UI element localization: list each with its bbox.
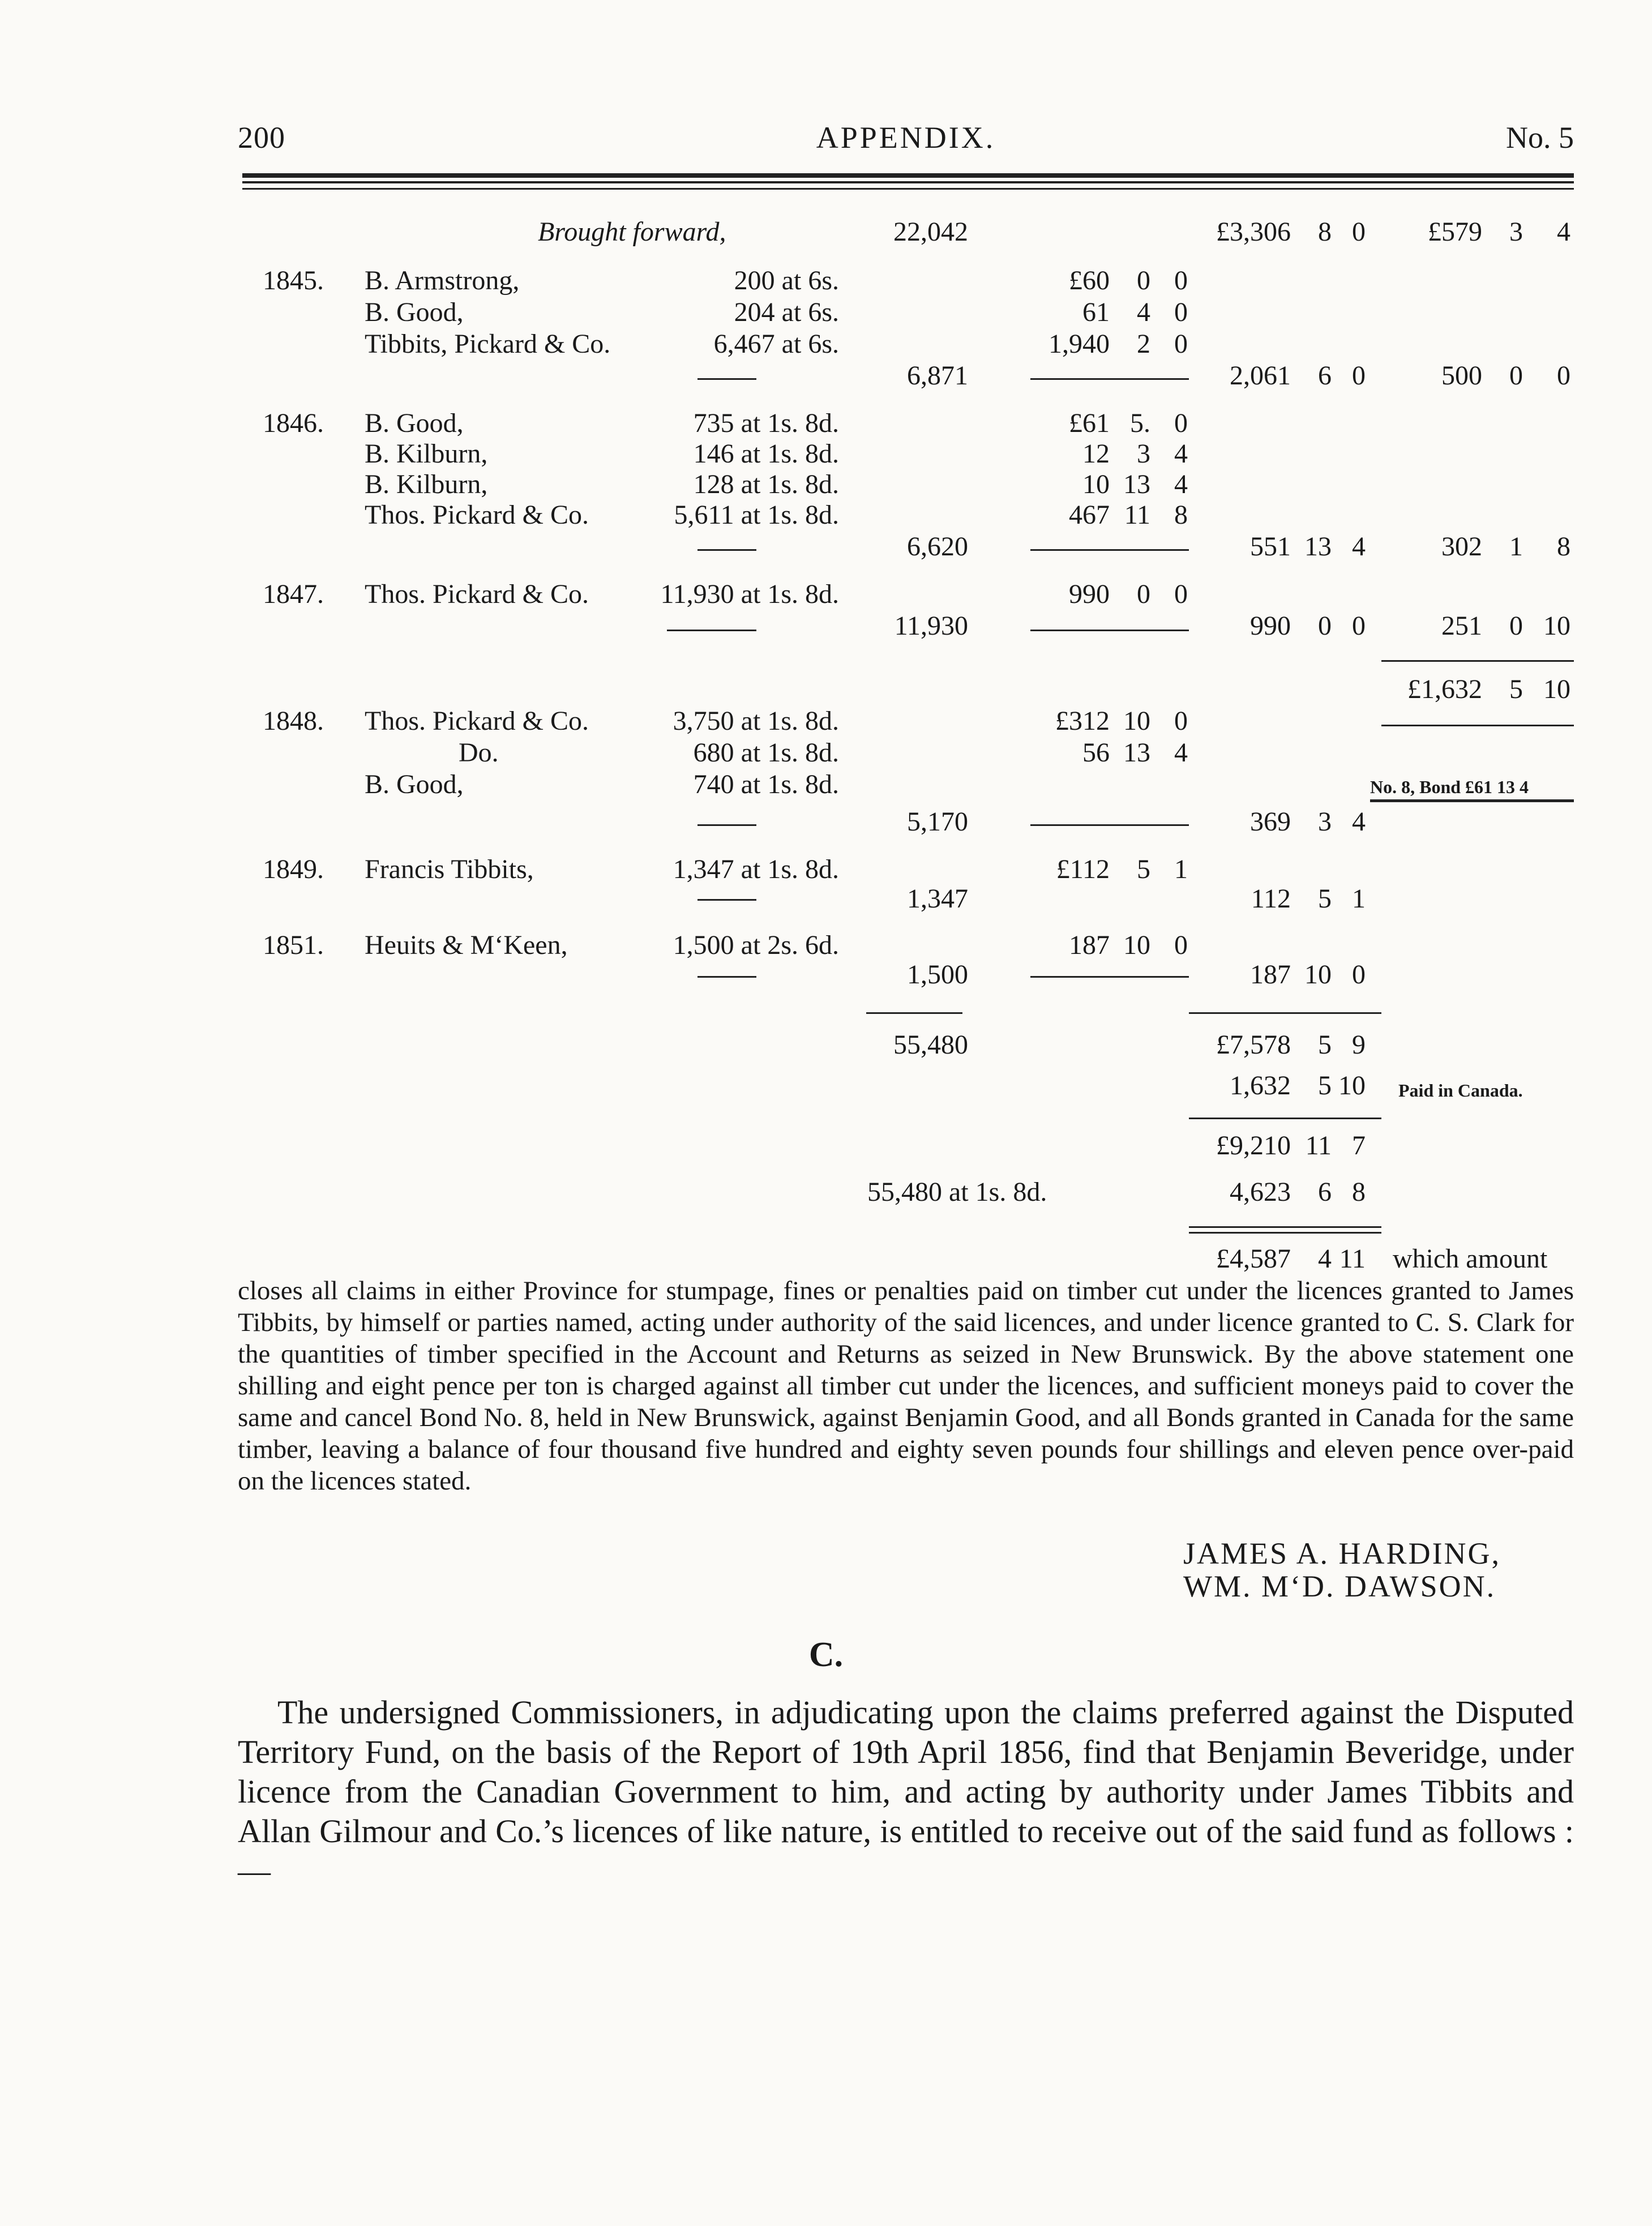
licensee-name: Thos. Pickard & Co.	[365, 500, 589, 530]
cell: 0	[1352, 361, 1366, 391]
total-rule	[1381, 725, 1574, 726]
header-rule	[242, 173, 1574, 178]
cell: 1,940	[1048, 329, 1110, 359]
cell: 8	[1174, 500, 1188, 530]
licensee-name: B. Kilburn,	[365, 439, 488, 469]
quantity: 146 at 1s. 8d.	[693, 439, 839, 469]
closing-paragraph: closes all claims in either Province for stumpage, fines or penalties paid on timber cut under the licences granted to James Tibbits, by himself or parties named, acting under authority of the said licences, and under licence granted to C. S. Clark for the quantities of timber specified in the Account and Returns as seized in New Brunswick. By the above statement one shilling and eight pence per ton is charged against all timber cut under the licences, and sufficient moneys paid to cover the same and cancel Bond No. 8, held in New Brunswick, against Benjamin Good, and all Bonds granted in Canada for the same timber, leaving a balance of four thousand five hundred and eighty seven pounds four shillings and eleven pence over-paid on the licences stated.	[238, 1276, 1574, 1496]
licensee-name: Tibbits, Pickard & Co.	[365, 329, 611, 359]
page-number: 200	[238, 121, 285, 155]
grand-total-qty: 55,480	[893, 1030, 968, 1060]
bond-note: No. 8, Bond £61 13 4	[1370, 777, 1529, 797]
cell: 10	[1338, 1071, 1366, 1101]
which-amount-text: which amount	[1393, 1244, 1548, 1274]
cell: 10	[1543, 611, 1570, 641]
cell: 8	[1557, 532, 1570, 562]
cell: 467	[1069, 500, 1110, 530]
cell: 187	[1250, 960, 1291, 990]
quantity: 6,467 at 6s.	[713, 329, 839, 359]
cell: 551	[1250, 532, 1291, 562]
cell: 10	[1082, 469, 1110, 499]
cell: 4	[1174, 469, 1188, 499]
cell: 9	[1352, 1030, 1366, 1060]
cell: £112	[1056, 854, 1110, 884]
dash-rule	[1030, 630, 1189, 631]
cell: 0	[1174, 706, 1188, 736]
cell: 0	[1137, 579, 1150, 609]
cell: 4	[1557, 217, 1570, 247]
cell: 0	[1137, 266, 1150, 296]
cell: 369	[1250, 807, 1291, 837]
charge-label: 55,480 at 1s. 8d.	[867, 1177, 1047, 1207]
cell: 0	[1352, 611, 1366, 641]
cell: 3	[1137, 439, 1150, 469]
header-rule	[242, 188, 1574, 190]
quantity: 204 at 6s.	[734, 297, 839, 327]
cell: 0	[1174, 408, 1188, 438]
cell: 5	[1137, 854, 1150, 884]
cell: £579	[1428, 217, 1482, 247]
cell: 6	[1318, 361, 1332, 391]
cell: 0	[1174, 266, 1188, 296]
dash-rule	[697, 824, 756, 826]
paid-in-canada-note: Paid in Canada.	[1398, 1080, 1523, 1101]
cell: 1	[1509, 532, 1523, 562]
total-rule	[1189, 1118, 1381, 1119]
dash-rule	[1030, 976, 1189, 978]
brought-forward-qty: 22,042	[893, 217, 968, 247]
subtotal-qty: 11,930	[894, 611, 968, 641]
cell: 13	[1123, 738, 1150, 768]
cell: 4,623	[1230, 1177, 1291, 1207]
page-title: APPENDIX.	[816, 121, 996, 155]
subtotal-qty: 1,347	[907, 884, 968, 914]
dash-rule	[1030, 824, 1189, 826]
cell: 10	[1123, 706, 1150, 736]
cell: 0	[1352, 960, 1366, 990]
cell: £1,632	[1407, 674, 1482, 704]
cell: 10	[1304, 960, 1332, 990]
cell: 8	[1318, 217, 1332, 247]
total-rule	[1189, 1226, 1381, 1228]
year-label: 1851.	[263, 930, 324, 960]
quantity: 735 at 1s. 8d.	[693, 408, 839, 438]
quantity: 680 at 1s. 8d.	[693, 738, 839, 768]
brought-forward-label: Brought forward,	[538, 217, 726, 247]
cell: 0	[1509, 361, 1523, 391]
cell: 5	[1318, 1071, 1332, 1101]
quantity: 1,347 at 1s. 8d.	[673, 854, 839, 884]
cell: 0	[1509, 611, 1523, 641]
quantity: 3,750 at 1s. 8d.	[673, 706, 839, 736]
cell: 990	[1250, 611, 1291, 641]
note-rule	[1370, 799, 1574, 802]
subtotal-qty: 6,620	[907, 532, 968, 562]
cell: £3,306	[1216, 217, 1291, 247]
cell: 10	[1543, 674, 1570, 704]
total-rule	[1189, 1232, 1381, 1234]
dash-rule	[667, 630, 756, 631]
licensee-name: Do.	[459, 738, 499, 768]
licensee-name: B. Kilburn,	[365, 469, 488, 499]
year-label: 1849.	[263, 854, 324, 884]
quantity: 5,611 at 1s. 8d.	[674, 500, 839, 530]
cell: 0	[1174, 297, 1188, 327]
cell: 0	[1557, 361, 1570, 391]
licensee-name: B. Good,	[365, 408, 464, 438]
cell: £312	[1055, 706, 1110, 736]
quantity: 1,500 at 2s. 6d.	[673, 930, 839, 960]
total-rule	[1189, 1012, 1381, 1014]
cell: 2,061	[1230, 361, 1291, 391]
quantity: 200 at 6s.	[734, 266, 839, 296]
licensee-name: Thos. Pickard & Co.	[365, 706, 589, 736]
signature-name: JAMES A. HARDING,	[1183, 1536, 1501, 1570]
cell: 56	[1082, 738, 1110, 768]
dash-rule	[697, 549, 756, 551]
licensee-name: Thos. Pickard & Co.	[365, 579, 589, 609]
cell: 13	[1123, 469, 1150, 499]
year-label: 1845.	[263, 266, 324, 296]
cell: 6	[1318, 1177, 1332, 1207]
cell: 4	[1174, 439, 1188, 469]
header-rule	[242, 181, 1574, 183]
year-label: 1847.	[263, 579, 324, 609]
cell: 302	[1441, 532, 1482, 562]
cell: £61	[1069, 408, 1110, 438]
cell: 0	[1174, 329, 1188, 359]
cell: 2	[1137, 329, 1150, 359]
licensee-name: B. Good,	[365, 297, 464, 327]
cell: 10	[1123, 930, 1150, 960]
cell: 1	[1174, 854, 1188, 884]
year-label: 1846.	[263, 408, 324, 438]
dash-rule	[697, 976, 756, 978]
cell: 4	[1318, 1244, 1332, 1274]
section-paragraph: The undersigned Commissioners, in adjudicating upon the claims preferred against the Disputed Territory Fund, on the basis of the Report of 19th April 1856, find that Benjamin Beveridge, under licence from the Canadian Government to him, and acting by authority under James Tibbits and Allan Gilmour and Co.’s licences of like nature, is entitled to receive out of the said fund as follows :—	[238, 1694, 1574, 1889]
cell: 5	[1318, 1030, 1332, 1060]
dash-rule	[1030, 549, 1189, 551]
page-header	[238, 120, 1574, 160]
total-rule	[866, 1012, 962, 1014]
cell: 4	[1174, 738, 1188, 768]
quantity: 740 at 1s. 8d.	[693, 769, 839, 799]
year-label: 1848.	[263, 706, 324, 736]
cell: £60	[1069, 266, 1110, 296]
cell: 1,632	[1230, 1071, 1291, 1101]
cell: 11	[1339, 1244, 1366, 1274]
cell: £4,587	[1216, 1244, 1291, 1274]
total-rule	[1381, 660, 1574, 662]
cell: 0	[1318, 611, 1332, 641]
subtotal-qty: 6,871	[907, 361, 968, 391]
cell: 0	[1174, 930, 1188, 960]
cell: £9,210	[1216, 1131, 1291, 1161]
cell: 112	[1251, 884, 1291, 914]
cell: 3	[1318, 807, 1332, 837]
cell: 4	[1137, 297, 1150, 327]
cell: 5.	[1130, 408, 1150, 438]
cell: 3	[1509, 217, 1523, 247]
cell: 4	[1352, 532, 1366, 562]
cell: 61	[1082, 297, 1110, 327]
cell: 7	[1352, 1131, 1366, 1161]
cell: 5	[1318, 884, 1332, 914]
dash-rule	[697, 378, 756, 380]
cell: 5	[1509, 674, 1523, 704]
signature-name: WM. M‘D. DAWSON.	[1183, 1569, 1496, 1603]
cell: 0	[1174, 579, 1188, 609]
cell: 4	[1352, 807, 1366, 837]
subtotal-qty: 1,500	[907, 960, 968, 990]
cell: 11	[1305, 1131, 1332, 1161]
licensee-name: B. Good,	[365, 769, 464, 799]
quantity: 11,930 at 1s. 8d.	[660, 579, 839, 609]
cell: 8	[1352, 1177, 1366, 1207]
licensee-name: Heuits & M‘Keen,	[365, 930, 568, 960]
licensee-name: Francis Tibbits,	[365, 854, 534, 884]
quantity: 128 at 1s. 8d.	[693, 469, 839, 499]
dash-rule	[1030, 378, 1189, 380]
cell: £7,578	[1216, 1030, 1291, 1060]
subtotal-qty: 5,170	[907, 807, 968, 837]
cell: 187	[1069, 930, 1110, 960]
cell: 11	[1124, 500, 1150, 530]
section-heading: C.	[808, 1636, 844, 1674]
document-number: No. 5	[1506, 121, 1574, 155]
licensee-name: B. Armstrong,	[365, 266, 520, 296]
cell: 13	[1304, 532, 1332, 562]
cell: 251	[1441, 611, 1482, 641]
cell: 990	[1069, 579, 1110, 609]
cell: 12	[1082, 439, 1110, 469]
cell: 500	[1441, 361, 1482, 391]
cell: 1	[1352, 884, 1366, 914]
dash-rule	[697, 899, 756, 901]
cell: 0	[1352, 217, 1366, 247]
